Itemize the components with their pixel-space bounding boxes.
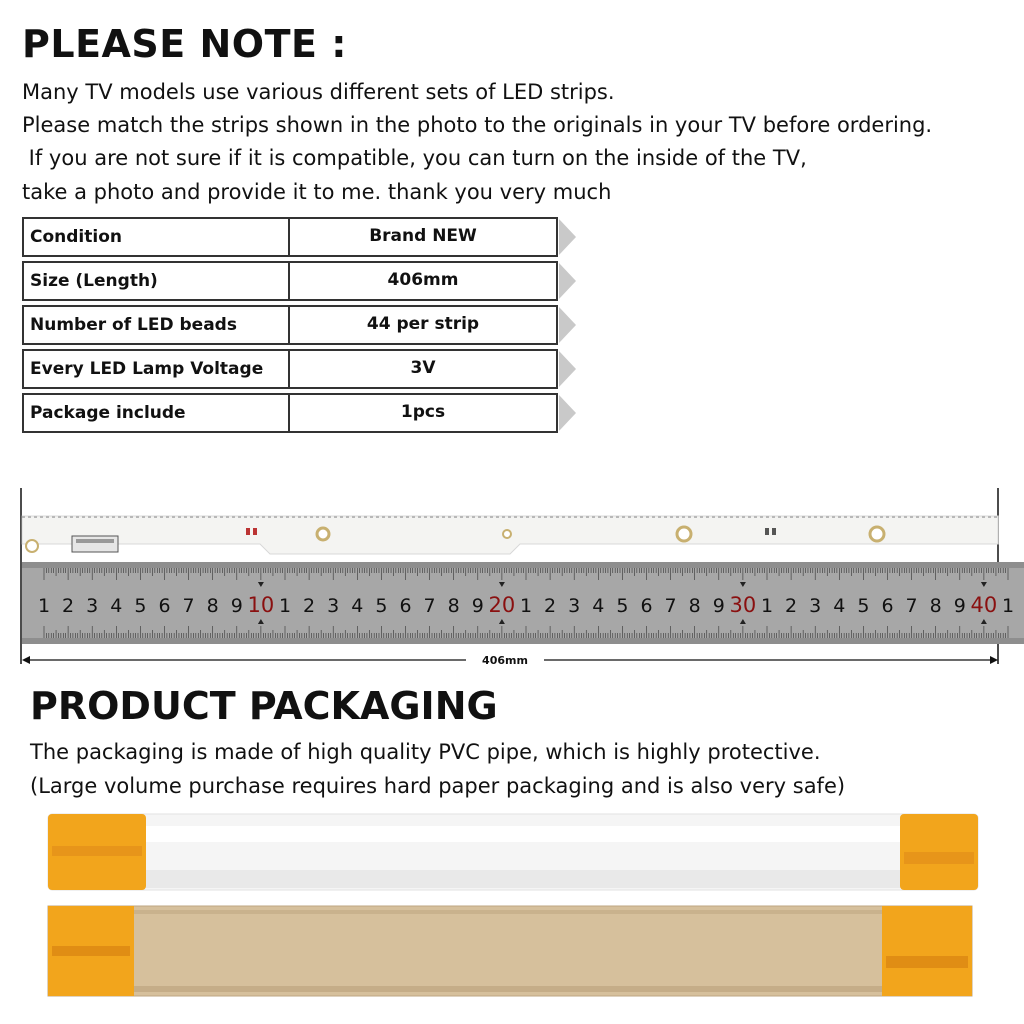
dimension-arrow-left-icon	[22, 656, 30, 664]
note-line: take a photo and provide it to me. thank you very much	[22, 180, 612, 204]
spec-row-led-beads	[22, 305, 558, 345]
ruler-digit: 6	[399, 595, 412, 617]
row-arrow-icon	[559, 351, 576, 387]
strip-led	[246, 528, 250, 535]
note-line: Many TV models use various different sets of LED strips.	[22, 80, 615, 104]
spec-value: 406mm	[387, 270, 459, 290]
ruler-digit: 7	[905, 595, 918, 617]
packaging-photo	[0, 806, 1024, 1016]
please-note-heading: PLEASE NOTE :	[22, 22, 347, 66]
strip-hole	[503, 530, 511, 538]
ruler-digit: 1	[760, 595, 774, 617]
spec-label: Every LED Lamp Voltage	[24, 351, 290, 387]
ruler-digit: 2	[544, 595, 557, 617]
spec-row-package	[22, 393, 558, 433]
ruler-digit: 9	[471, 595, 484, 617]
strip-led	[765, 528, 769, 535]
ruler-digit: 6	[881, 595, 894, 617]
spec-value: 44 per strip	[366, 314, 480, 334]
spec-value: 3V	[410, 358, 436, 378]
ruler-digit: 2	[303, 595, 316, 617]
strip-hole	[26, 540, 38, 552]
spec-label: Number of LED beads	[24, 307, 290, 343]
ruler-digit: 1	[519, 595, 533, 617]
spec-label: Package include	[24, 395, 290, 431]
strip-hole	[870, 527, 884, 541]
packaging-heading: PRODUCT PACKAGING	[30, 684, 498, 728]
ruler-digit: 1	[278, 595, 292, 617]
row-arrow-icon	[559, 263, 576, 299]
packaging-line: (Large volume purchase requires hard paper packaging and is also very safe)	[30, 774, 846, 798]
strip-led	[253, 528, 257, 535]
led-strip-photo	[20, 486, 1015, 667]
ruler-digit: 9	[953, 595, 966, 617]
ruler-digit: 7	[423, 595, 436, 617]
ruler-digit: 5	[857, 595, 870, 617]
ruler-digit: 3	[809, 595, 822, 617]
spec-row-size	[22, 261, 558, 301]
ruler-digit: 4	[592, 595, 605, 617]
strip-hole	[677, 527, 691, 541]
ruler-digit: 8	[929, 595, 942, 617]
ruler-digit: 5	[134, 595, 147, 617]
ruler-digit: 5	[616, 595, 629, 617]
note-line: Please match the strips shown in the photo to the originals in your TV before ordering.	[22, 113, 933, 137]
ruler-digit: 4	[351, 595, 364, 617]
pvc-tube	[48, 814, 978, 890]
ruler-digit: 9	[712, 595, 725, 617]
note-line: If you are not sure if it is compatible, you can turn on the inside of the TV,	[22, 146, 807, 170]
spec-row-condition	[22, 217, 558, 257]
dimension-arrow-right-icon	[990, 656, 998, 664]
tape-right	[882, 906, 972, 996]
strip-hole	[317, 528, 329, 540]
ruler-digit: 3	[86, 595, 99, 617]
led-strip	[22, 516, 998, 554]
ruler-digit: 7	[182, 595, 195, 617]
ruler-digit: 7	[664, 595, 677, 617]
ruler-digit: 10	[247, 593, 275, 617]
ruler-digit: 8	[447, 595, 460, 617]
ruler-digit: 6	[158, 595, 171, 617]
ruler-digit: 3	[327, 595, 340, 617]
ruler-digit: 20	[488, 593, 516, 617]
strip-measure-svg	[20, 486, 1015, 667]
spec-label: Condition	[24, 219, 290, 255]
ruler-digit: 8	[688, 595, 701, 617]
strip-led	[772, 528, 776, 535]
ruler-digit: 5	[375, 595, 388, 617]
strip-connector	[72, 536, 118, 552]
ruler-digit: 4	[833, 595, 846, 617]
row-arrow-icon	[559, 307, 576, 343]
ruler-digit: 1	[1001, 595, 1015, 617]
ruler-digit: 40	[970, 593, 998, 617]
ruler-digit: 6	[640, 595, 653, 617]
spec-row-voltage	[22, 349, 558, 389]
packaging-line: The packaging is made of high quality PVC pipe, which is highly protective.	[30, 740, 821, 764]
dimension-label: 406mm	[482, 654, 528, 667]
ruler-digit: 4	[110, 595, 123, 617]
spec-value: Brand NEW	[369, 226, 477, 246]
spec-value: 1pcs	[400, 402, 446, 422]
ruler-digit: 30	[729, 593, 757, 617]
ruler-digit: 8	[206, 595, 219, 617]
row-arrow-icon	[559, 219, 576, 255]
ruler-digit: 1	[37, 595, 51, 617]
row-arrow-icon	[559, 395, 576, 431]
ruler-digit: 9	[230, 595, 243, 617]
ruler-digit: 2	[785, 595, 798, 617]
cardboard-package	[48, 906, 972, 996]
ruler-digit: 3	[568, 595, 581, 617]
spec-label: Size (Length)	[24, 263, 290, 299]
ruler-digit: 2	[62, 595, 75, 617]
